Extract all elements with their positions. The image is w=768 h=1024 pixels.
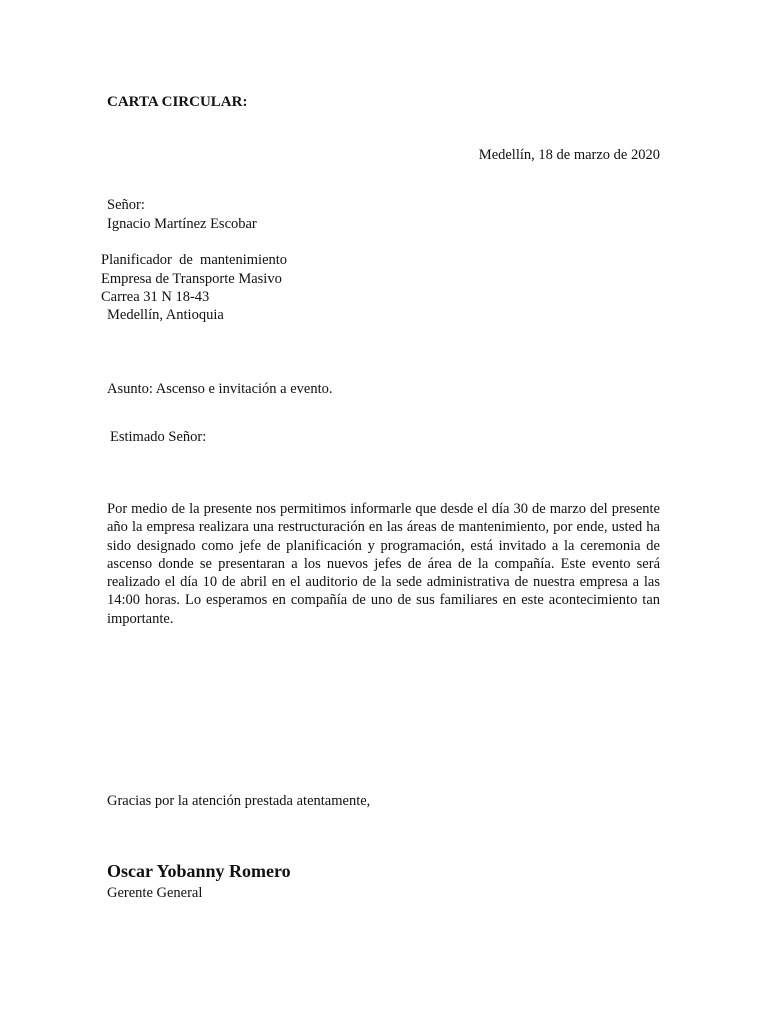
signature-title: Gerente General [107,885,203,901]
recipient-name: Ignacio Martínez Escobar [107,216,257,232]
recipient-company: Empresa de Transporte Masivo [101,271,282,287]
letter-closing: Gracias por la atención prestada atentamente, [107,793,371,809]
recipient-city: Medellín, Antioquia [107,307,224,323]
letter-greeting: Estimado Señor: [110,429,207,445]
recipient-position: Planificador de mantenimiento [101,252,288,268]
recipient-salutation-title: Señor: [107,197,145,213]
letter-body: Por medio de la presente nos permitimos informarle que desde el día 30 de marzo del presente año la empresa realizara una restructuración en las áreas de mantenimiento, por ende, usted ha sido designado como jefe de planificación y programación, está invitado a la ceremonia de ascenso donde se presentaran a los nuevos jefes de área de la compañía. Este evento será realizado el día 10 de abril en el auditorio de la sede administrativa de nuestra empresa a las 14:00 horas. Lo esperamos en compañía de uno de sus familiares en este acontecimiento tan importante. [107,501,660,627]
signature-name: Oscar Yobanny Romero [107,861,291,881]
letter-heading: CARTA CIRCULAR: [107,94,248,110]
letter-date: Medellín, 18 de marzo de 2020 [478,147,660,163]
letter-subject: Asunto: Ascenso e invitación a evento. [107,381,333,397]
recipient-address: Carrea 31 N 18-43 [101,289,210,305]
